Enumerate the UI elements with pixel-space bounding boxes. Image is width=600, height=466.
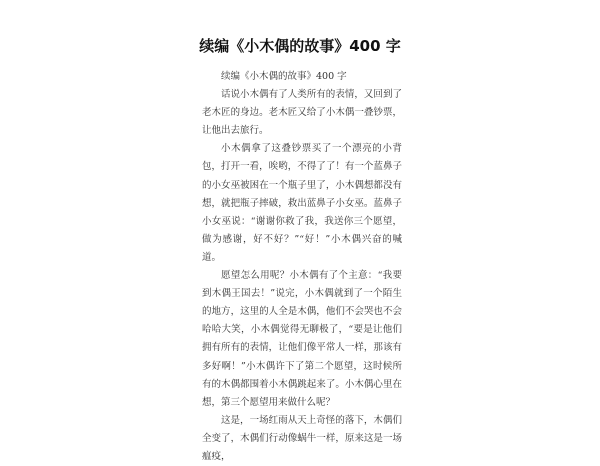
document-body [202,68,402,466]
paragraph: 这是，一场红雨从天上奇怪的落下，木偶们全变了，木偶们行动像蜗牛一样，原来这是一场瘟疫， [202,414,402,462]
paragraph: 续编《小木偶的故事》400 字 [221,71,347,82]
page-title: 续编《小木偶的故事》400 字 [199,37,401,55]
paragraph: 愿望怎么用呢？小木偶有了个主意：“我要到木偶王国去！”说完，小木偶就到了一个陌生的地方，这里的人全是木偶，他们不会哭也不会哈哈大笑，小木偶觉得无聊极了，“要是让他们拥有所有的表情，让他们像平常人一样，那该有多好啊！”小木偶许下了第二个愿望，这时候所有的木偶都围着小木偶跳起来了。小木偶心里在想，第三个愿望用来做什么呢？ [202,270,402,408]
paragraph: 话说小木偶有了人类所有的表情，又回到了老木匠的身边。老木匠又给了小木偶一叠钞票，让他出去旅行。 [202,89,402,137]
paragraph: 小木偶拿了这叠钞票买了一个漂亮的小背包，打开一看，唉哟，不得了了！有一个蓝鼻子的小女巫被困在一个瓶子里了，小木偶想都没有想，就把瓶子摔破，救出蓝鼻子小女巫。蓝鼻子小女巫说：“谢谢你救了我，我送你三个愿望，做为感谢，好不好？”“好！”小木偶兴奋的喊道。 [202,143,402,263]
